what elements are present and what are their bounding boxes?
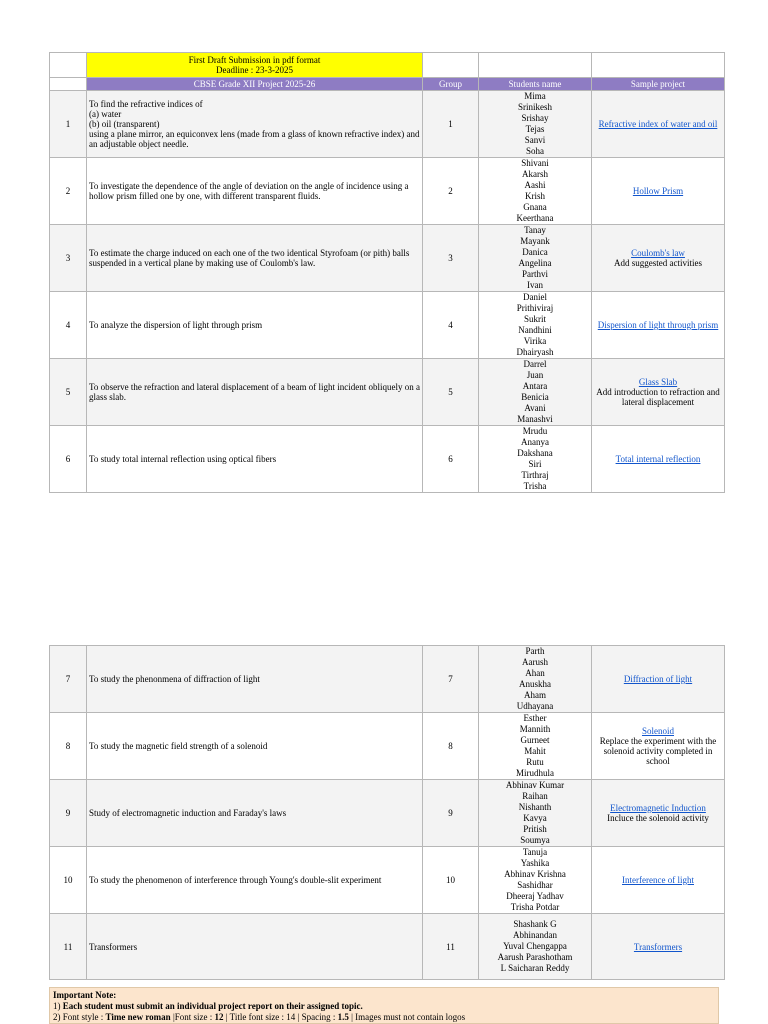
sample-project-link[interactable]: Hollow Prism bbox=[632, 186, 684, 196]
project-description: To estimate the charge induced on each one of the two identical Styrofoam (or pith) balls suspended in a vertical plane by making use of Coulomb's law. bbox=[87, 225, 423, 292]
group-number: 1 bbox=[423, 91, 479, 158]
column-header-group: Group bbox=[423, 78, 479, 91]
sample-project-cell bbox=[592, 158, 725, 225]
sample-project-cell bbox=[592, 646, 725, 713]
project-description: To study total internal reflection using optical fibers bbox=[87, 426, 423, 493]
project-description: To observe the refraction and lateral displacement of a beam of light incident obliquely on a glass slab. bbox=[87, 359, 423, 426]
table-row bbox=[50, 359, 725, 426]
submission-deadline: Deadline : 23-3-2025 bbox=[216, 65, 293, 75]
row-number: 4 bbox=[50, 292, 87, 359]
blank-cell bbox=[50, 53, 87, 78]
row-number: 7 bbox=[50, 646, 87, 713]
project-description: To study the phenomenon of interference through Young's double-slit experiment bbox=[87, 847, 423, 914]
group-number: 6 bbox=[423, 426, 479, 493]
students-list: Darrel Juan Antara Benicia Avani Manashvi bbox=[479, 359, 592, 426]
students-list: Mima Srinikesh Srishay Tejas Sanvi Soha bbox=[479, 91, 592, 158]
sample-project-note: Add introduction to refraction and lateral displacement bbox=[596, 387, 720, 407]
students-list: Esther Mannith Gurneet Mahit Rutu Mirudhula bbox=[479, 713, 592, 780]
students-list: Daniel Prithiviraj Sukrit Nandhini Virika Dhairyash bbox=[479, 292, 592, 359]
group-number: 5 bbox=[423, 359, 479, 426]
blank-cell bbox=[592, 53, 725, 78]
project-description: To investigate the dependence of the angle of deviation on the angle of incidence using a hollow prism filled one by one, with different transparent fluids. bbox=[87, 158, 423, 225]
project-description: To analyze the dispersion of light through prism bbox=[87, 292, 423, 359]
submission-title-line1: First Draft Submission in pdf format bbox=[188, 55, 321, 65]
sample-project-cell bbox=[592, 225, 725, 292]
note-title: Important Note: bbox=[53, 990, 117, 1000]
table-row bbox=[50, 780, 725, 847]
table-row bbox=[50, 713, 725, 780]
column-header-project: CBSE Grade XII Project 2025-26 bbox=[87, 78, 423, 91]
group-number: 2 bbox=[423, 158, 479, 225]
project-description: Study of electromagnetic induction and Faraday's laws bbox=[87, 780, 423, 847]
students-list: Shivani Akarsh Aashi Krish Gnana Keerthana bbox=[479, 158, 592, 225]
students-list: Parth Aarush Ahan Anuskha Aham Udhayana bbox=[479, 646, 592, 713]
project-description: Transformers bbox=[87, 914, 423, 980]
sample-project-link[interactable]: Dispersion of light through prism bbox=[597, 320, 719, 330]
table-row bbox=[50, 292, 725, 359]
row-number: 1 bbox=[50, 91, 87, 158]
row-number: 8 bbox=[50, 713, 87, 780]
row-number: 10 bbox=[50, 847, 87, 914]
sample-project-link[interactable]: Electromagnetic Induction bbox=[610, 803, 706, 813]
sample-project-note: Incluce the solenoid activity bbox=[607, 813, 709, 823]
important-note bbox=[49, 987, 719, 1024]
group-number: 3 bbox=[423, 225, 479, 292]
row-number: 9 bbox=[50, 780, 87, 847]
row-number: 11 bbox=[50, 914, 87, 980]
sample-project-cell bbox=[592, 847, 725, 914]
sample-project-link[interactable]: Refractive index of water and oil bbox=[598, 119, 718, 129]
project-description: To study the phenonmena of diffraction of light bbox=[87, 646, 423, 713]
row-number: 6 bbox=[50, 426, 87, 493]
submission-title bbox=[87, 53, 423, 78]
sample-project-link[interactable]: Coulomb's law bbox=[631, 248, 685, 258]
group-number: 11 bbox=[423, 914, 479, 980]
table-row bbox=[50, 646, 725, 713]
students-list: Abhinav Kumar Raihan Nishanth Kavya Pritish Soumya bbox=[479, 780, 592, 847]
sample-project-cell bbox=[592, 426, 725, 493]
sample-project-cell bbox=[592, 91, 725, 158]
column-header-sample: Sample project bbox=[592, 78, 725, 91]
table-row bbox=[50, 91, 725, 158]
sample-project-cell bbox=[592, 359, 725, 426]
row-number: 2 bbox=[50, 158, 87, 225]
table-row bbox=[50, 847, 725, 914]
note-line-2: 2) Font style : Time new roman |Font size : 12 | Title font size : 14 | Spacing : 1.5 | Images must not contain logos bbox=[53, 1012, 466, 1022]
sample-project-link[interactable]: Diffraction of light bbox=[623, 674, 693, 684]
group-number: 4 bbox=[423, 292, 479, 359]
table-row bbox=[50, 225, 725, 292]
students-list: Shashank G Abhinandan Yuval Chengappa Aarush Parashotham L Saicharan Reddy bbox=[479, 914, 592, 980]
group-number: 9 bbox=[423, 780, 479, 847]
projects-table-page-2 bbox=[49, 645, 725, 980]
blank-cell bbox=[423, 53, 479, 78]
sample-project-link[interactable]: Interference of light bbox=[622, 875, 694, 885]
sample-project-cell bbox=[592, 292, 725, 359]
column-header-students: Students name bbox=[479, 78, 592, 91]
table-row bbox=[50, 158, 725, 225]
sample-project-link[interactable]: Solenoid bbox=[641, 726, 674, 736]
sample-project-cell bbox=[592, 914, 725, 980]
sample-project-cell bbox=[592, 713, 725, 780]
sample-project-note: Add suggested activities bbox=[614, 258, 702, 268]
blank-cell bbox=[50, 78, 87, 91]
group-number: 8 bbox=[423, 713, 479, 780]
projects-table-page-1 bbox=[49, 52, 725, 493]
row-number: 3 bbox=[50, 225, 87, 292]
sample-project-cell bbox=[592, 780, 725, 847]
table-row bbox=[50, 914, 725, 980]
sample-project-link[interactable]: Glass Slab bbox=[638, 377, 678, 387]
project-description: To study the magnetic field strength of a solenoid bbox=[87, 713, 423, 780]
row-number: 5 bbox=[50, 359, 87, 426]
students-list: Tanay Mayank Danica Angelina Parthvi Ivan bbox=[479, 225, 592, 292]
group-number: 7 bbox=[423, 646, 479, 713]
students-list: Mrudu Ananya Dakshana Siri Tirthraj Trisha bbox=[479, 426, 592, 493]
sample-project-link[interactable]: Total internal reflection bbox=[615, 454, 701, 464]
students-list: Tanuja Yashika Abhinav Krishna Sashidhar Dheeraj Yadhav Trisha Potdar bbox=[479, 847, 592, 914]
table-row bbox=[50, 426, 725, 493]
blank-cell bbox=[479, 53, 592, 78]
sample-project-link[interactable]: Transformers bbox=[633, 941, 683, 952]
note-line-1: 1) Each student must submit an individual project report on their assigned topic. bbox=[53, 1001, 363, 1011]
project-description: To find the refractive indices of (a) water (b) oil (transparent) using a plane mirror, an equiconvex lens (made from a glass of known refractive index) and an adjustable object needle. bbox=[87, 91, 423, 158]
group-number: 10 bbox=[423, 847, 479, 914]
sample-project-note: Replace the experiment with the solenoid activity completed in school bbox=[599, 736, 717, 766]
